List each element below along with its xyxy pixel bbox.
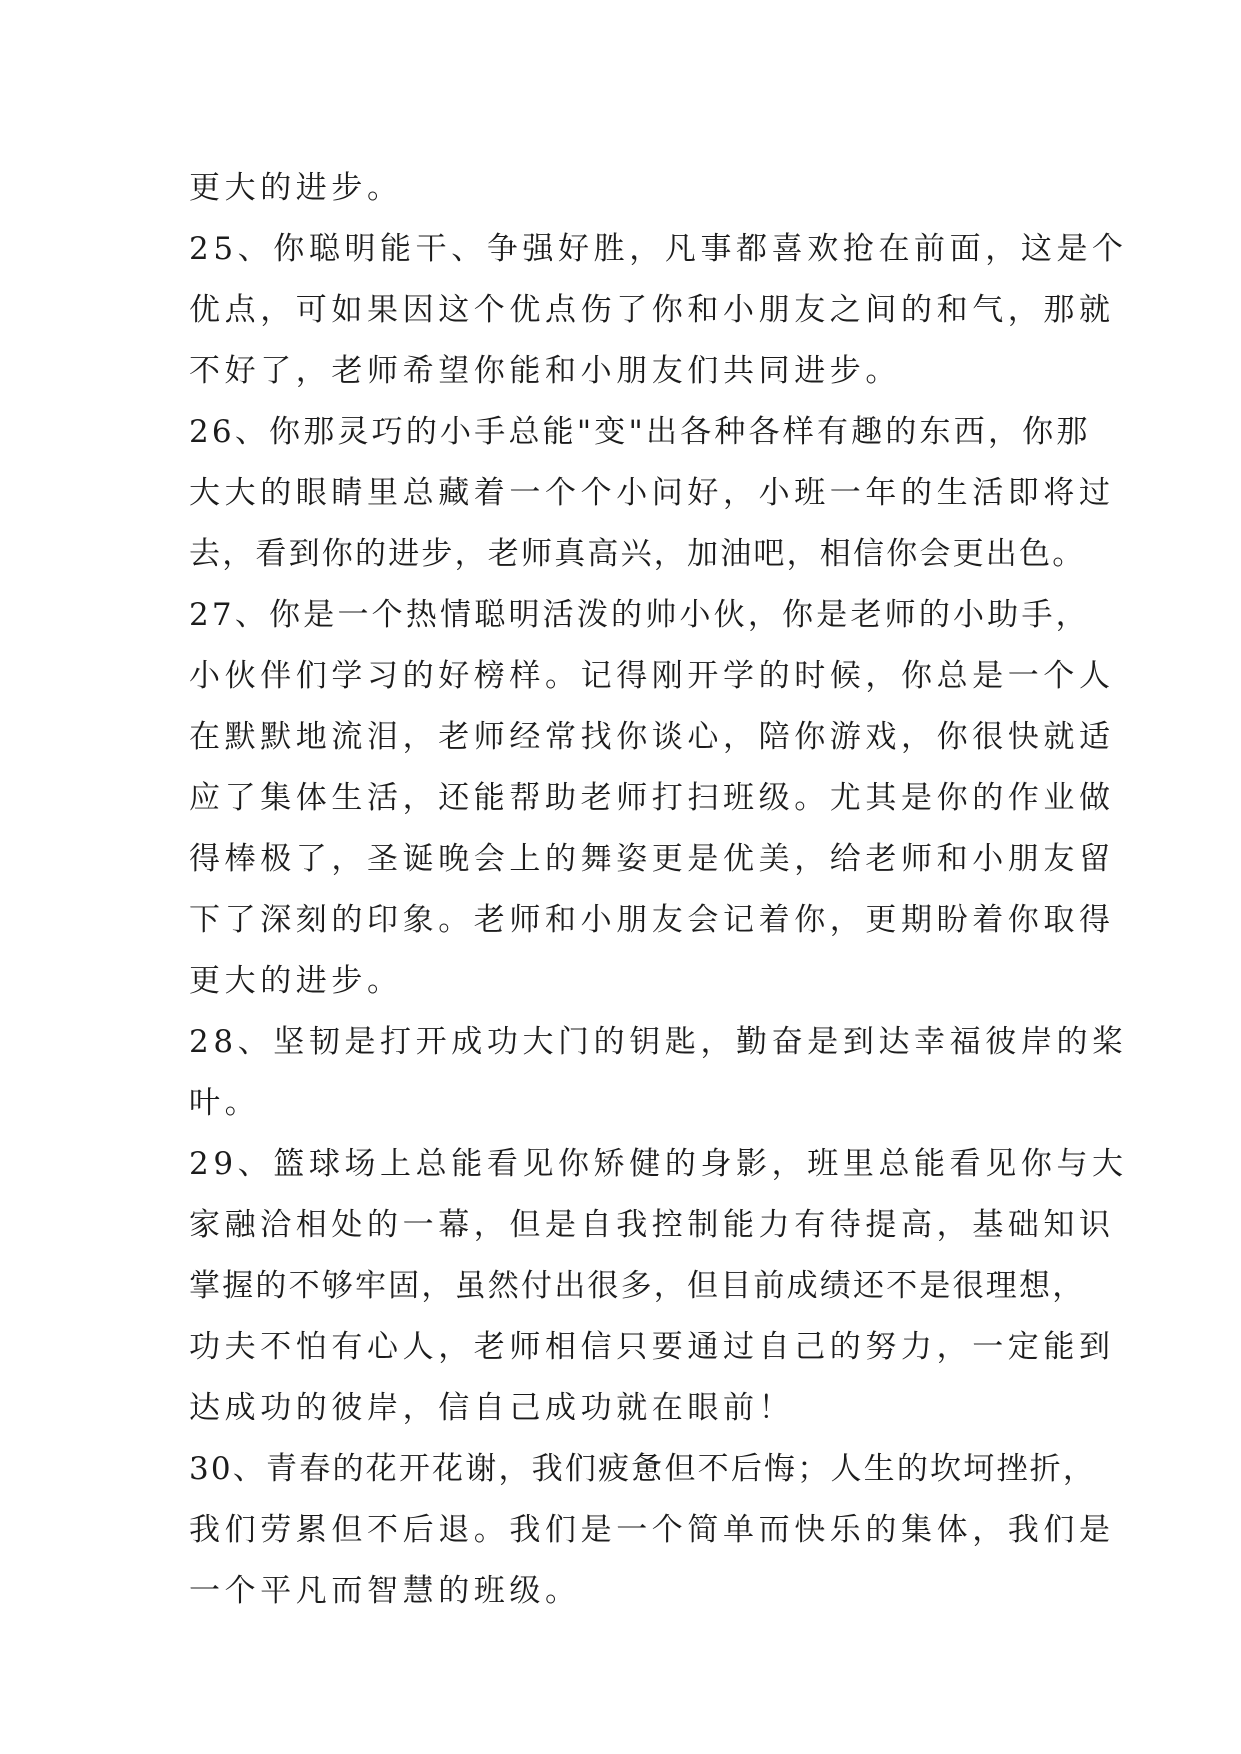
text-line: 小伙伴们学习的好榜样。记得刚开学的时候，你总是一个人 (189, 658, 1115, 694)
text-line: 不好了，老师希望你能和小朋友们共同进步。 (189, 353, 901, 389)
text-line: 30、青春的花开花谢，我们疲惫但不后悔；人生的坎坷挫折， (189, 1451, 1097, 1487)
text-line: 29、篮球场上总能看见你矫健的身影，班里总能看见你与大 (189, 1146, 1128, 1182)
text-line: 27、你是一个热情聪明活泼的帅小伙，你是老师的小助手， (189, 597, 1090, 633)
text-line: 达成功的彼岸，信自己成功就在眼前！ (189, 1390, 795, 1426)
text-line: 25、你聪明能干、争强好胜，凡事都喜欢抢在前面，这是个 (189, 231, 1128, 267)
text-line: 家融洽相处的一幕，但是自我控制能力有待提高，基础知识 (189, 1207, 1115, 1243)
text-line: 掌握的不够牢固，虽然付出很多，但目前成绩还不是很理想， (189, 1268, 1086, 1304)
text-line: 在默默地流泪，老师经常找你谈心，陪你游戏，你很快就适 (189, 719, 1115, 755)
text-line: 更大的进步。 (189, 170, 403, 206)
text-line: 大大的眼睛里总藏着一个个小问好，小班一年的生活即将过 (189, 475, 1115, 511)
text-line: 28、坚韧是打开成功大门的钥匙，勤奋是到达幸福彼岸的桨 (189, 1024, 1128, 1060)
body-text (189, 158, 1128, 1622)
text-line: 优点，可如果因这个优点伤了你和小朋友之间的和气，那就 (189, 292, 1115, 328)
text-line: 应了集体生活，还能帮助老师打扫班级。尤其是你的作业做 (189, 780, 1115, 816)
text-line: 得棒极了，圣诞晚会上的舞姿更是优美，给老师和小朋友留 (189, 841, 1115, 877)
text-line: 我们劳累但不后退。我们是一个简单而快乐的集体，我们是 (189, 1512, 1115, 1548)
text-line: 去，看到你的进步，老师真高兴，加油吧，相信你会更出色。 (189, 536, 1086, 572)
text-line: 下了深刻的印象。老师和小朋友会记着你，更期盼着你取得 (189, 902, 1115, 938)
text-line: 叶。 (189, 1085, 261, 1121)
text-line: 更大的进步。 (189, 963, 403, 999)
text-line: 26、你那灵巧的小手总能"变"出各种各样有趣的东西，你那 (189, 414, 1091, 450)
text-line: 一个平凡而智慧的班级。 (189, 1573, 581, 1609)
text-line: 功夫不怕有心人，老师相信只要通过自己的努力，一定能到 (189, 1329, 1115, 1365)
